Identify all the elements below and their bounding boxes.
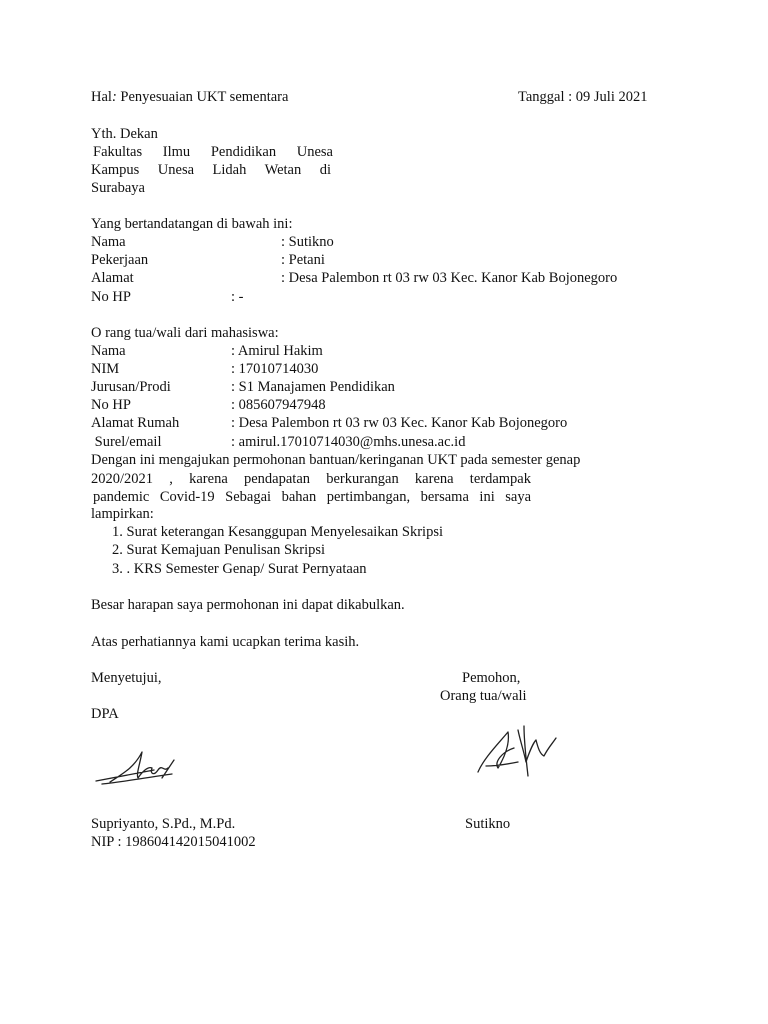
field-value: : 085607947948	[231, 397, 326, 413]
attachment-item: 2. Surat Kemajuan Penulisan Skripsi	[112, 542, 326, 558]
recipient-line1: Fakultas Ilmu Pendidikan Unesa	[93, 144, 333, 160]
field-label: Jurusan/Prodi	[91, 379, 171, 395]
subject-line	[91, 88, 288, 106]
attachment-item: 1. Surat keterangan Kesanggupan Menyelesaikan Skripsi	[112, 524, 443, 540]
approver-name: Supriyanto, S.Pd., M.Pd.	[91, 816, 236, 832]
field-value: : S1 Manajamen Pendidikan	[231, 379, 395, 395]
field-label: No HP	[91, 397, 131, 413]
signer-intro: Yang bertandatangan di bawah ini:	[91, 216, 293, 232]
field-value: : 17010714030	[231, 361, 319, 377]
field-value: : Amirul Hakim	[231, 343, 323, 359]
approval-label: Menyetujui,	[91, 670, 162, 686]
field-value: : Desa Palembon rt 03 rw 03 Kec. Kanor Kab Bojonegoro	[231, 415, 568, 431]
field-value: : Desa Palembon rt 03 rw 03 Kec. Kanor Kab Bojonegoro	[281, 270, 618, 286]
subject-colon: :	[111, 89, 117, 105]
applicant-name: Sutikno	[465, 816, 511, 832]
applicant-label: Pemohon,	[462, 670, 521, 686]
recipient-line3: Surabaya	[91, 180, 145, 196]
field-label: Alamat Rumah	[91, 415, 180, 431]
field-label: NIM	[91, 361, 120, 377]
field-value: : Sutikno	[281, 234, 334, 250]
subject-text: Penyesuaian UKT sementara	[116, 89, 289, 105]
field-label: Alamat	[91, 270, 134, 286]
body-line1: Dengan ini mengajukan permohonan bantuan/keringanan UKT pada semester genap	[91, 452, 581, 468]
recipient-salutation: Yth. Dekan	[91, 126, 158, 142]
closing-thanks: Atas perhatiannya kami ucapkan terima kasih.	[91, 634, 360, 650]
body-line3: pandemic Covid-19 Sebagai bahan pertimbangan, bersama ini saya	[93, 489, 531, 505]
attachment-item: 3. . KRS Semester Genap/ Surat Pernyataan	[112, 561, 367, 577]
applicant-role: Orang tua/wali	[440, 688, 527, 704]
subject-prefix: Hal	[91, 89, 112, 105]
letter-date: Tanggal : 09 Juli 2021	[518, 89, 648, 105]
body-line4: lampirkan:	[91, 506, 154, 522]
student-intro: O rang tua/wali dari mahasiswa:	[91, 325, 279, 341]
approver-nip: NIP : 198604142015041002	[91, 834, 256, 850]
dpa-signature-image	[92, 748, 184, 790]
field-label: No HP	[91, 289, 131, 305]
field-label: Nama	[91, 343, 126, 359]
field-label: Nama	[91, 234, 126, 250]
field-value: : -	[231, 289, 244, 305]
approver-role: DPA	[91, 706, 119, 722]
field-value: : Petani	[281, 252, 325, 268]
closing-hope: Besar harapan saya permohonan ini dapat dikabulkan.	[91, 597, 405, 613]
field-label: Pekerjaan	[91, 252, 149, 268]
recipient-line2: Kampus Unesa Lidah Wetan di	[91, 162, 331, 178]
parent-signature-image	[474, 722, 564, 780]
field-label: Surel/email	[91, 434, 162, 450]
body-line2: 2020/2021 , karena pendapatan berkurangan karena terdampak	[91, 471, 531, 487]
field-value: : amirul.17010714030@mhs.unesa.ac.id	[231, 434, 466, 450]
